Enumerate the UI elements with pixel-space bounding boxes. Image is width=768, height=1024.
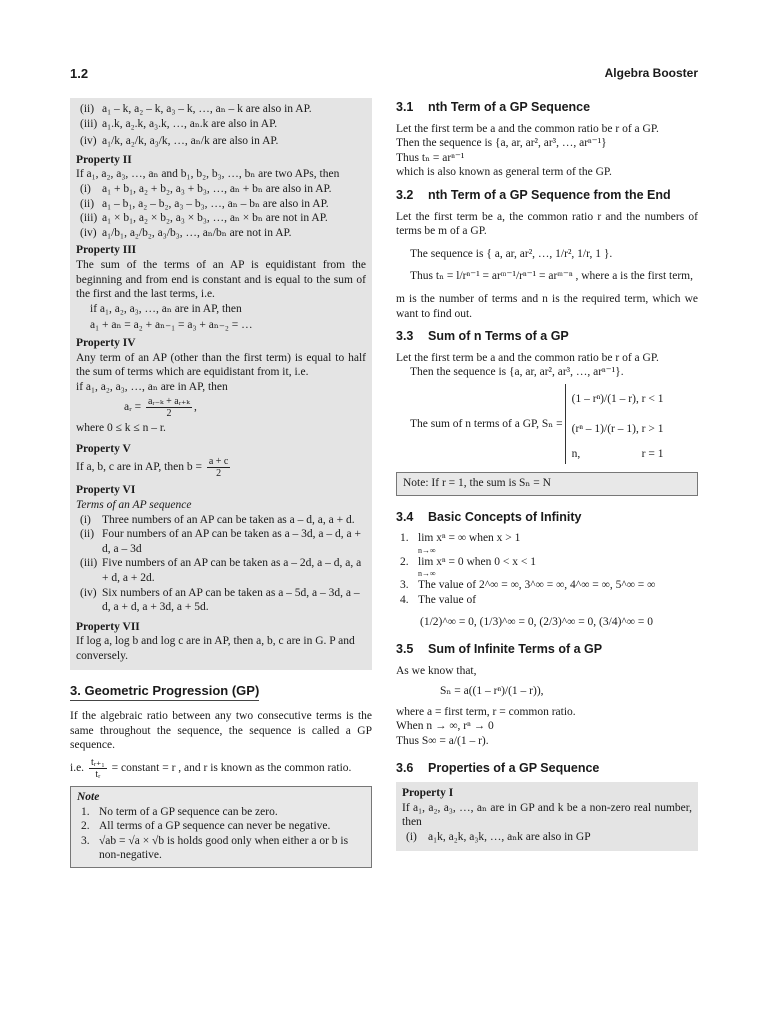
property-text: where 0 ≤ k ≤ n – r. (76, 422, 166, 435)
list-item: (ii) a₁ – k, a₂ – k, a₃ – k, …, aₙ – k are also in AP. (80, 103, 312, 115)
property-text: if a₁, a₂, a₃, …, aₙ are in AP, then (76, 380, 228, 393)
property-subtitle: Terms of an AP sequence (76, 499, 192, 512)
left-column (70, 98, 372, 868)
list-item: (iii) a₁.k, a₂.k, a₃.k, …, aₙ.k are also in AP. (80, 117, 278, 130)
list-item: 1. No term of a GP sequence can be zero. (81, 805, 278, 818)
paragraph: When n → ∞, rⁿ → 0 (396, 720, 494, 733)
property-title: Property III (76, 244, 137, 257)
property-title: Property VII (76, 620, 140, 633)
property-text: If a₁, a₂, a₃, …, aₙ and b₁, b₂, b₃, …, bₙ are two APs, then (76, 168, 340, 181)
list-item: (iii) Five numbers of an AP can be taken as a – 2d, a – d, a, a + d, a + 2d. (80, 557, 362, 585)
section-heading: 3. Geometric Progression (GP) (70, 684, 259, 702)
paragraph: As we know that, (396, 664, 477, 677)
piecewise-cases (565, 384, 664, 464)
paragraph: which is also known as general term of the GP. (396, 166, 612, 179)
list-item: 4. The value of (400, 593, 477, 606)
list-item: 1. lim xⁿ = ∞ when x > 1 n→∞ (400, 532, 521, 555)
paragraph: m is the number of terms and n is the required term, which we want to find out. (396, 292, 698, 320)
equation: (1/2)^∞ = 0, (1/3)^∞ = 0, (2/3)^∞ = 0, (3/4)^∞ = 0 (420, 616, 653, 629)
paragraph: where a = first term, r = common ratio. (396, 705, 576, 718)
note-box: Note: If r = 1, the sum is Sₙ = N (396, 472, 698, 496)
list-item: (i) a₁ + b₁, a₂ + b₂, a₃ + b₃, …, aₙ + bₙ are also in AP. (80, 182, 332, 195)
property-text: if a₁, a₂, a₃, …, aₙ are in AP, then (90, 302, 242, 315)
list-item: 3. The value of 2^∞ = ∞, 3^∞ = ∞, 4^∞ = ∞, 5^∞ = ∞ (400, 579, 656, 592)
paragraph: Let the first term be a and the common ratio be r of a GP. (396, 351, 659, 364)
list-item: (iii) a₁ × b₁, a₂ × b₂, a₃ × b₃, …, aₙ × bₙ are not in AP. (80, 212, 328, 225)
equation: Sₙ = a((1 – rⁿ)/(1 – r)), (440, 685, 544, 698)
property-title: Property IV (76, 336, 136, 349)
equation: The sum of n terms of a GP, Sₙ = (1 – rⁿ)/(1 – r), r < 1 (rⁿ – 1)/(r – 1), r > 1 n, r = 1 (396, 384, 698, 464)
book-title: Algebra Booster (604, 66, 698, 80)
paragraph: Then the sequence is {a, ar, ar², ar³, …, arⁿ⁻¹}. (410, 366, 624, 379)
equation: The sequence is { a, ar, ar², …, 1/r², 1/r, 1 }. (410, 247, 613, 260)
list-item: 2. All terms of a GP sequence can never be negative. (81, 820, 331, 833)
paragraph: Thus S∞ = a/(1 – r). (396, 735, 489, 748)
equation: Thus tₙ = l/rⁿ⁻¹ = arᵐ⁻¹/rⁿ⁻¹ = arᵐ⁻ⁿ , where a is the first term, (410, 270, 693, 283)
list-item: (i) a₁k, a₂k, a₃k, …, aₙk are also in GP (406, 831, 591, 843)
gp-properties-box (396, 782, 698, 850)
equation: aᵣ = $\frac{\text{aᵣ₋ₖ + aᵣ₊ₖ}}{2}$ , (124, 396, 197, 420)
paragraph: Let the first term be a and the common ratio be r of a GP. (396, 122, 659, 135)
section-heading: 3.6 Properties of a GP Sequence (396, 760, 600, 775)
property-text: If a₁, a₂, a₃, …, aₙ are in GP and k be a non-zero real number, then (402, 801, 692, 829)
equation: a₁ + aₙ = a₂ + aₙ₋₁ = a₃ + aₙ₋₂ = … (90, 319, 253, 332)
list-item: 2. lim xⁿ = 0 when 0 < x < 1 n→∞ (400, 555, 536, 579)
paragraph: Let the first term be a, the common ratio r and the numbers of terms be m of a GP. (396, 210, 698, 238)
property-title: Property VI (76, 484, 136, 497)
case-row: (1 – rⁿ)/(1 – r), r < 1 (571, 392, 664, 405)
page-header (70, 66, 698, 86)
section-heading: 3.4 Basic Concepts of Infinity (396, 509, 582, 524)
list-item: (ii) a₁ – b₁, a₂ – b₂, a₃ – b₃, …, aₙ – bₙ are also in AP. (80, 197, 329, 210)
right-column (396, 98, 698, 851)
property-text: If log a, log b and log c are in AP, then a, b, c are in G. P and conversely. (76, 635, 355, 662)
section-heading: 3.3 Sum of n Terms of a GP (396, 329, 569, 344)
paragraph: Then the sequence is {a, ar, ar², ar³, …, arⁿ⁻¹} (396, 137, 607, 150)
paragraph: If the algebraic ratio between any two consecutive terms is the same throughout the sequence, the sequence is called a GP sequence. (70, 710, 372, 752)
list-item: (iv) a₁/k, a₂/k, a₃/k, …, aₙ/k are also in AP. (80, 135, 279, 148)
list-item: (iv) a₁/b₁, a₂/b₂, a₃/b₃, …, aₙ/bₙ are not in AP. (80, 226, 292, 239)
list-item: (ii) Four numbers of an AP can be taken as a – 3d, a – d, a + d, a – 3d (80, 528, 361, 555)
equation: i.e. $\frac{\text{tᵣ₊₁}}{\text{tᵣ}}$ = constant = r , and r is known as the common ratio. (70, 756, 352, 780)
section-heading: 3.5 Sum of Infinite Terms of a GP (396, 642, 603, 657)
section-heading: 3.1 nth Term of a GP Sequence (396, 100, 591, 114)
paragraph: Thus tₙ = arⁿ⁻¹ (396, 151, 465, 164)
list-item: 3. √ab = √a × √b is holds good only when either a or b is non-negative. (81, 834, 349, 862)
section-heading: 3.2 nth Term of a GP Sequence from the End (396, 187, 671, 202)
case-row: n, r = 1 (571, 447, 664, 460)
property-text: Any term of an AP (other than the first term) is equal to half the sum of terms which are equidistant from it, i.e. (76, 351, 366, 379)
equation: If a, b, c are in AP, then b = $\frac{a + c}{2}$ (76, 456, 229, 480)
case-row: (rⁿ – 1)/(r – 1), r > 1 (571, 422, 664, 435)
page-number: 1.2 (70, 66, 89, 81)
note-box (70, 786, 372, 868)
property-title: Property II (76, 153, 132, 166)
property-title: Property V (76, 442, 131, 455)
note-title: Note (77, 790, 100, 803)
ap-properties-box (70, 98, 372, 670)
property-text: The sum of the terms of an AP is equidistant from the beginning and from end is constant and is equal to the sum of the first and the last terms, i.e. (76, 258, 366, 301)
list-item: (i) Three numbers of an AP can be taken as a – d, a, a + d. (80, 513, 355, 526)
list-item: (iv) Six numbers of an AP can be taken as a – 5d, a – 3d, a – d, a + d, a + 3d, a + 5d. (80, 586, 360, 614)
property-title: Property I (402, 787, 454, 800)
